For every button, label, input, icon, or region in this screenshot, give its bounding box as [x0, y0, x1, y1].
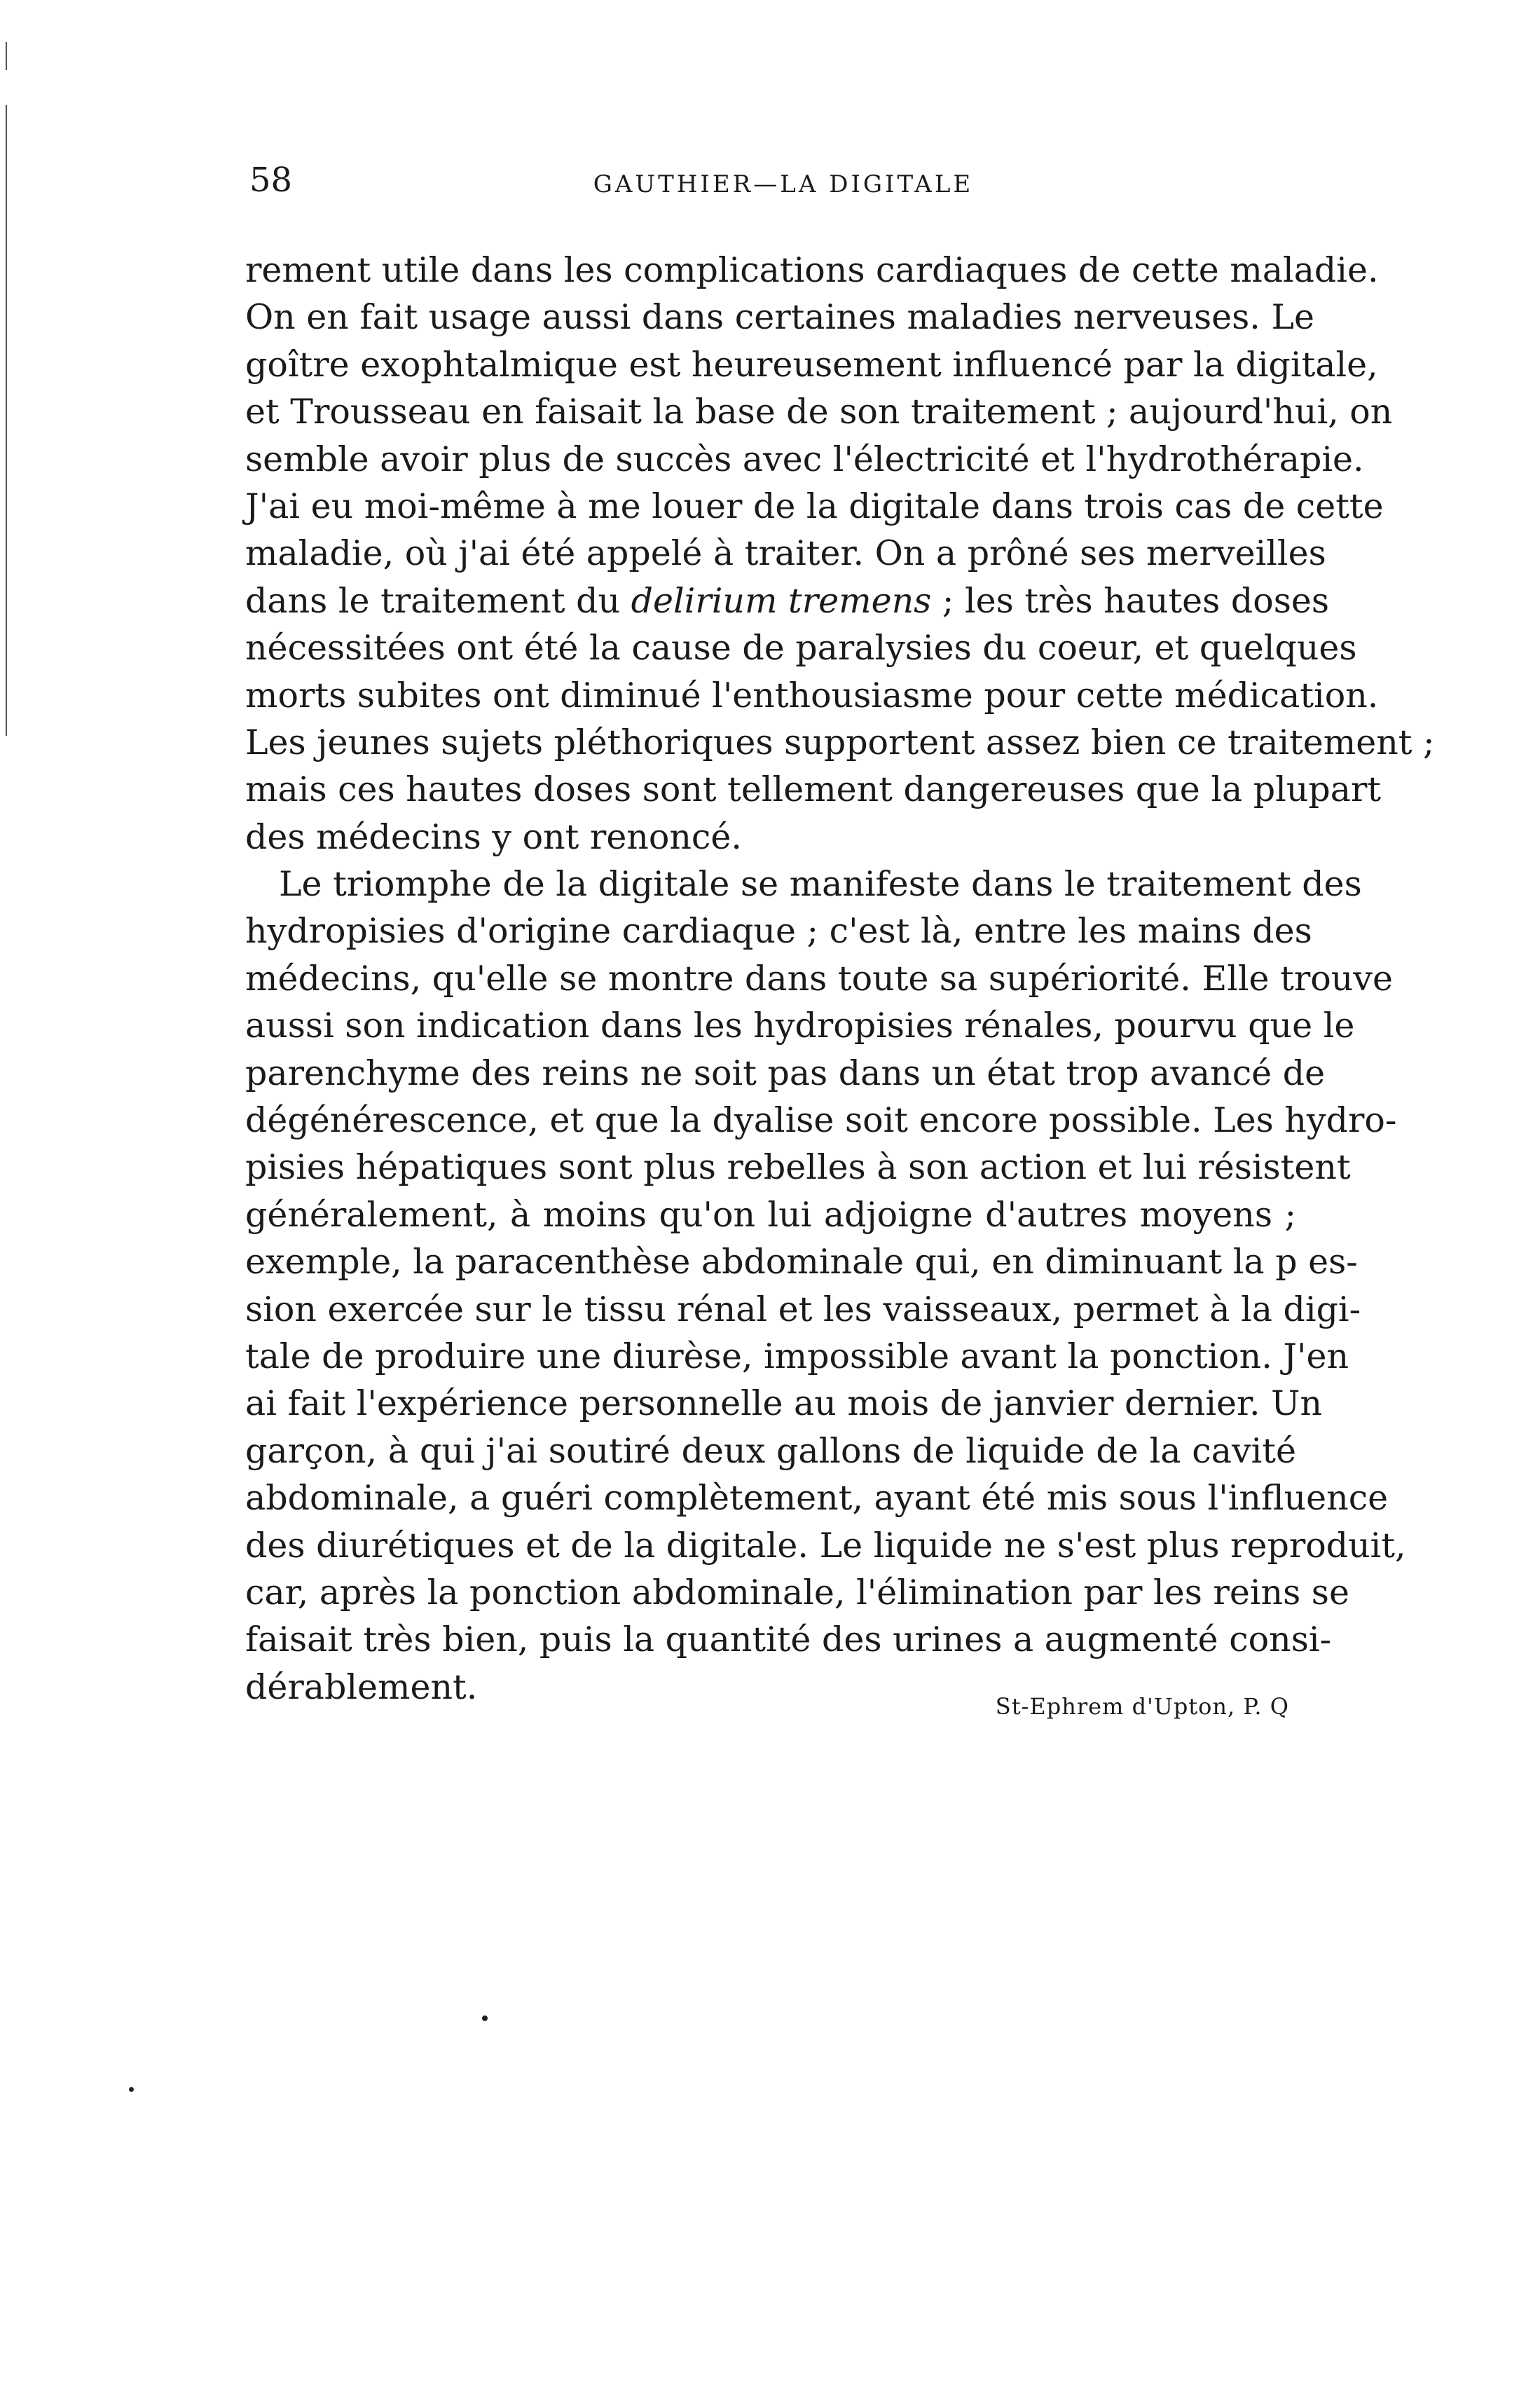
- text-line: des médecins y ont renoncé.: [245, 816, 742, 857]
- text-line: rement utile dans les complications cardiaques de cette maladie.: [245, 250, 1379, 290]
- text-line: dans le traitement du delirium tremens ; les très hautes doses: [245, 580, 1330, 621]
- text-line: généralement, à moins qu'on lui adjoigne d'autres moyens ;: [245, 1194, 1296, 1235]
- text-line: semble avoir plus de succès avec l'électricité et l'hydrothérapie.: [245, 439, 1364, 479]
- text-line: parenchyme des reins ne soit pas dans un état trop avancé de: [245, 1053, 1326, 1093]
- italic-term: delirium tremens: [631, 580, 932, 621]
- paragraph-2: [245, 861, 1406, 1711]
- page-number: 58: [249, 160, 293, 200]
- text-line: des diurétiques et de la digitale. Le liquide ne s'est plus reproduit,: [245, 1525, 1406, 1566]
- signature-place: St-Ephrem d'Upton, P. Q: [995, 1693, 1289, 1720]
- body-text: [245, 247, 1435, 1711]
- text-line: dérablement.: [245, 1666, 478, 1707]
- text-line: maladie, où j'ai été appelé à traiter. On a prôné ses merveilles: [245, 533, 1326, 574]
- text-line: dégénérescence, et que la dyalise soit encore possible. Les hydro-: [245, 1100, 1397, 1141]
- text-line: sion exercée sur le tissu rénal et les vaisseaux, permet à la digi-: [245, 1289, 1361, 1329]
- running-head: GAUTHIER—LA DIGITALE: [593, 170, 974, 198]
- text-line: Le triomphe de la digitale se manifeste dans le traitement des: [279, 864, 1362, 905]
- text-line: J'ai eu moi-même à me louer de la digitale dans trois cas de cette: [245, 486, 1384, 526]
- text-line: aussi son indication dans les hydropisies rénales, pourvu que le: [245, 1006, 1355, 1046]
- text-line: goître exophtalmique est heureusement influencé par la digitale,: [245, 344, 1378, 385]
- scan-edge-mark: [6, 42, 7, 70]
- text-line: car, après la ponction abdominale, l'élimination par les reins se: [245, 1572, 1349, 1613]
- page-header: [249, 156, 1289, 205]
- text-line: et Trousseau en faisait la base de son traitement ; aujourd'hui, on: [245, 392, 1393, 432]
- text-line: Les jeunes sujets pléthoriques supportent assez bien ce traitement ;: [245, 722, 1435, 762]
- speck-mark: [129, 2087, 134, 2092]
- text-line: médecins, qu'elle se montre dans toute sa supériorité. Elle trouve: [245, 958, 1393, 999]
- scan-edge-mark: [6, 105, 7, 736]
- paragraph-1: [245, 247, 1435, 861]
- text-line: pisies hépatiques sont plus rebelles à son action et lui résistent: [245, 1147, 1351, 1188]
- speck-mark: [482, 2015, 488, 2021]
- text-line: mais ces hautes doses sont tellement dangereuses que la plupart: [245, 769, 1382, 810]
- text-line: exemple, la paracenthèse abdominale qui, en diminuant la p es-: [245, 1242, 1358, 1282]
- text-line: morts subites ont diminué l'enthousiasme pour cette médication.: [245, 675, 1379, 716]
- text-line: tale de produire une diurèse, impossible avant la ponction. J'en: [245, 1336, 1349, 1376]
- text-line: faisait très bien, puis la quantité des urines a augmenté consi-: [245, 1620, 1332, 1660]
- text-line: On en fait usage aussi dans certaines maladies nerveuses. Le: [245, 297, 1314, 338]
- text-line: ai fait l'expérience personnelle au mois de janvier dernier. Un: [245, 1383, 1323, 1424]
- text-line: abdominale, a guéri complètement, ayant été mis sous l'influence: [245, 1478, 1389, 1519]
- text-line: hydropisies d'origine cardiaque ; c'est là, entre les mains des: [245, 911, 1312, 952]
- text-line: garçon, à qui j'ai soutiré deux gallons de liquide de la cavité: [245, 1430, 1296, 1471]
- text-line: nécessitées ont été la cause de paralysies du coeur, et quelques: [245, 628, 1357, 669]
